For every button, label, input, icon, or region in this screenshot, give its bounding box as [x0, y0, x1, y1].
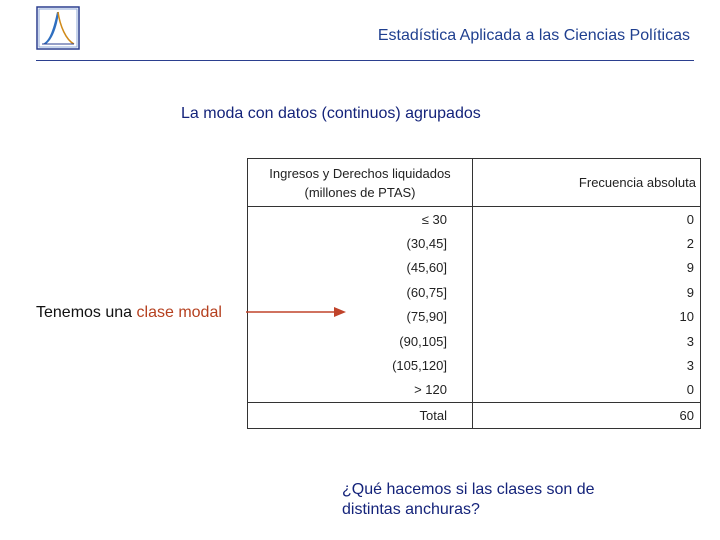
- total-value: 60: [473, 403, 701, 428]
- frequency-cell: 0: [473, 207, 701, 232]
- question-text: ¿Qué hacemos si las clases son de distintas anchuras?: [342, 481, 595, 518]
- column-header-interval: Ingresos y Derechos liquidados (millones de PTAS): [248, 159, 473, 207]
- interval-cell: (60,75]: [248, 280, 473, 304]
- interval-cell: > 120: [248, 378, 473, 403]
- frequency-cell: 2: [473, 231, 701, 255]
- table-row: [248, 256, 701, 280]
- arrow-icon: [244, 302, 348, 322]
- interval-cell: (30,45]: [248, 231, 473, 255]
- interval-cell: (90,105]: [248, 329, 473, 353]
- table-row: [248, 353, 701, 377]
- annotation-highlight: clase modal: [136, 304, 222, 321]
- header-title: Estadística Aplicada a las Ciencias Políticas: [377, 27, 690, 44]
- interval-cell: (45,60]: [248, 256, 473, 280]
- table-row: [248, 378, 701, 403]
- table-header-row: [248, 159, 701, 207]
- table-row: [248, 207, 701, 232]
- frequency-cell: 9: [473, 256, 701, 280]
- interval-cell: (105,120]: [248, 353, 473, 377]
- table-row: [248, 280, 701, 304]
- column-header-frequency: Frecuencia absoluta: [473, 159, 701, 207]
- table-row: [248, 329, 701, 353]
- university-logo: [36, 6, 80, 50]
- frequency-table: [247, 158, 701, 429]
- interval-cell: (75,90]: [248, 305, 473, 329]
- frequency-cell: 3: [473, 329, 701, 353]
- annotation-prefix: Tenemos una: [36, 304, 137, 321]
- interval-cell: ≤ 30: [248, 207, 473, 232]
- modal-class-annotation: [36, 304, 222, 322]
- table-row: [248, 231, 701, 255]
- slide-title: La moda con datos (continuos) agrupados: [181, 105, 481, 122]
- header-divider: [36, 60, 694, 61]
- frequency-cell: 0: [473, 378, 701, 403]
- frequency-cell: 3: [473, 353, 701, 377]
- frequency-cell: 10: [473, 305, 701, 329]
- table-total-row: [248, 403, 701, 428]
- frequency-cell: 9: [473, 280, 701, 304]
- total-label: Total: [248, 403, 473, 428]
